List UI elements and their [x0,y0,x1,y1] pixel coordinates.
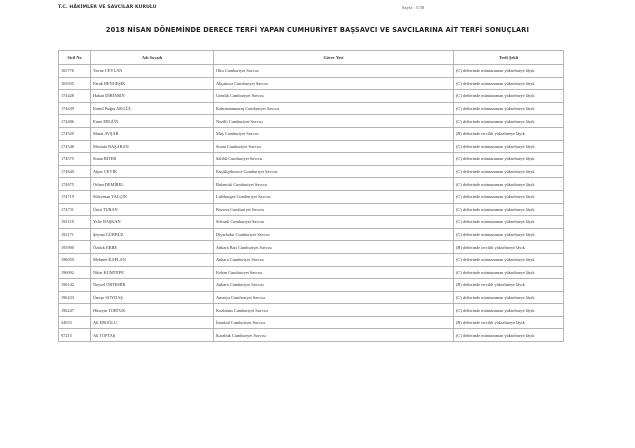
sicil-no-cell: 192171 [59,228,91,241]
table-row [59,153,564,166]
duty-station-cell: İstanbul Cumhuriyet Savcısı [214,316,454,329]
sicil-no-cell: 174428 [59,90,91,103]
column-header-sicil-no: Sicil No [59,51,91,65]
duty-station-cell: Ankara Batı Cumhuriyet Savcısı [214,241,454,254]
promotion-type-cell: (C) defterinde müntazaman yükselmeye lâyık [454,190,564,203]
duty-station-cell: Gemlik Cumhuriyet Savcısı [214,90,454,103]
column-header-terfi-sekli: Terfi Şekli [454,51,564,65]
sicil-no-cell: 196092 [59,266,91,279]
promotion-type-cell: (C) defterinde müntazaman yükselmeye lâyık [454,165,564,178]
sicil-no-cell: 174548 [59,140,91,153]
table-row [59,291,564,304]
duty-station-cell: Oltu Cumhuriyet Savcısı [214,65,454,78]
sicil-no-cell: 174486 [59,115,91,128]
duty-station-cell: Akçakoca Cumhuriyet Savcısı [214,77,454,90]
sicil-no-cell: 196247 [59,304,91,317]
promotion-type-cell: (C) defterinde müntazaman yükselmeye lâyık [454,304,564,317]
name-cell: Mustafa BAŞARAN [91,140,214,153]
promotion-type-cell: (C) defterinde müntazaman yükselmeye lâyık [454,102,564,115]
duty-station-cell: Ankara Cumhuriyet Savcısı [214,279,454,292]
table-row [59,65,564,78]
table-row [59,203,564,216]
promotion-type-cell: (C) defterinde müntazaman yükselmeye lâyık [454,329,564,342]
name-cell: Süleyman YALÇIN [91,190,214,203]
sicil-no-cell: 174520 [59,127,91,140]
sicil-no-cell: 174675 [59,178,91,191]
name-cell: Nihat KUMTEPE [91,266,214,279]
name-cell: Sinan BİTER [91,153,214,166]
sicil-no-cell: 174640 [59,165,91,178]
sicil-no-cell: 165935 [59,77,91,90]
sicil-no-cell: 34053 [59,316,91,329]
table-row [59,102,564,115]
table-header-row [59,51,564,65]
promotion-type-cell: (C) defterinde müntazaman yükselmeye lâyık [454,65,564,78]
duty-station-cell: Kozluhan Cumhuriyet Savcısı [214,304,454,317]
name-cell: Ümit TURAN [91,203,214,216]
duty-station-cell: Soma Cumhuriyet Savcısı [214,140,454,153]
sicil-no-cell: 196233 [59,291,91,304]
promotion-type-cell: (C) defterinde müntazaman yükselmeye lâyık [454,90,564,103]
table-row [59,316,564,329]
table-row [59,115,564,128]
promotion-type-cell: (B) defterinde tercihli yükselmeye lâyık [454,279,564,292]
promotion-type-cell: (C) defterinde müntazaman yükselmeye lâyık [454,153,564,166]
name-cell: Faruk BENGEŞİK [91,77,214,90]
name-cell: Öztürk ERBE [91,241,214,254]
sicil-no-cell: 174575 [59,153,91,166]
table-row [59,165,564,178]
duty-station-cell: Salihli Cumhuriyet Savcısı [214,153,454,166]
promotion-type-cell: (C) defterinde müntazaman yükselmeye lâyık [454,228,564,241]
duty-station-cell: Diyarbakır Cumhuriyet Savcısı [214,228,454,241]
name-cell: Hakan DİRİARIN [91,90,214,103]
duty-station-cell: Bulancak Cumhuriyet Savcısı [214,178,454,191]
promotion-type-cell: (B) defterinde tercihli yükselmeye lâyık [454,127,564,140]
duty-station-cell: Karabük Cumhuriyet Savcısı [214,329,454,342]
name-cell: Yavuz CEYLAN [91,65,214,78]
column-header-adi-soyadi: Adı Soyadı [91,51,214,65]
table-row [59,190,564,203]
promotion-type-cell: (C) defterinde müntazaman yükselmeye lâyık [454,266,564,279]
name-cell: Ümrşe SOYDAŞ [91,291,214,304]
name-cell: Orhan DEMİREL [91,178,214,191]
organization-name: T.C. HÂKİMLER VE SAVCILAR KURULU [58,5,157,10]
duty-station-cell: Küçükçekmece Cumhuriyet Savcısı [214,165,454,178]
duty-station-cell: Keban Cumhuriyet Savcısı [214,266,454,279]
duty-station-cell: Muş Cumhuriyet Savcısı [214,127,454,140]
sicil-no-cell: 174719 [59,190,91,203]
promotion-type-cell: (B) defterinde tercihli yükselmeye lâyık [454,316,564,329]
name-cell: Kamil Buğra AKGÜL [91,102,214,115]
sicil-no-cell: 174731 [59,203,91,216]
duty-station-cell: Silvanlı Cumhuriyet Savcısı [214,216,454,229]
name-cell: Hüseyin TORTUK [91,304,214,317]
duty-station-cell: Bozova Cumhuriyet Savcısı [214,203,454,216]
promotion-type-cell: (C) defterinde müntazaman yükselmeye lâyık [454,77,564,90]
name-cell: Murat AVŞAR [91,127,214,140]
sicil-no-cell: 174439 [59,102,91,115]
document-title: 2018 NİSAN DÖNEMİNDE DERECE TERFİ YAPAN CUMHURİYET BAŞSAVCI VE SAVCILARINA AİT TERFİ SONUÇLARI [105,26,530,34]
duty-station-cell: Nazilli Cumhuriyet Savcısı [214,115,454,128]
name-cell: Yeliz BAŞKAN [91,216,214,229]
table-row [59,241,564,254]
promotion-type-cell: (C) defterinde müntazaman yükselmeye lâyık [454,178,564,191]
name-cell: Şeyma GÜRBÜZ [91,228,214,241]
name-cell: Ali EROĞLU [91,316,214,329]
duty-station-cell: Kahramanmaraş Cumhuriyet Savcısı [214,102,454,115]
table-row [59,216,564,229]
column-header-gorev-yeri: Görev Yeri [214,51,454,65]
sicil-no-cell: 195900 [59,241,91,254]
sicil-no-cell: 97215 [59,329,91,342]
results-table [58,50,564,342]
page-indicator: Sayfa : 5/38 [402,5,425,10]
promotion-type-cell: (C) defterinde müntazaman yükselmeye lâyık [454,115,564,128]
promotion-type-cell: (C) defterinde müntazaman yükselmeye lâyık [454,253,564,266]
sicil-no-cell: 196142 [59,279,91,292]
duty-station-cell: Ankara Cumhuriyet Savcısı [214,253,454,266]
promotion-type-cell: (C) defterinde müntazaman yükselmeye lâyık [454,216,564,229]
table-row [59,178,564,191]
promotion-type-cell: (C) defterinde müntazaman yükselmeye lâyık [454,291,564,304]
sicil-no-cell: 192118 [59,216,91,229]
name-cell: Mehmet KAPLAN [91,253,214,266]
sicil-no-cell: 196050 [59,253,91,266]
name-cell: Alper CEVİK [91,165,214,178]
promotion-type-cell: (C) defterinde müntazaman yükselmeye lâyık [454,140,564,153]
table-row [59,304,564,317]
table-row [59,127,564,140]
table-row [59,279,564,292]
table-row [59,90,564,103]
duty-station-cell: Lüleburgaz Cumhuriyet Savcısı [214,190,454,203]
promotion-type-cell: (C) defterinde müntazaman yükselmeye lâyık [454,203,564,216]
table-row [59,266,564,279]
table-row [59,140,564,153]
table-row [59,228,564,241]
name-cell: Neyzel ÖRTEMİR [91,279,214,292]
duty-station-cell: Amasya Cumhuriyet Savcısı [214,291,454,304]
table-row [59,329,564,342]
promotion-type-cell: (B) defterinde tercihli yükselmeye lâyık [454,241,564,254]
sicil-no-cell: 165776 [59,65,91,78]
table-row [59,253,564,266]
name-cell: Emre ERGÜN [91,115,214,128]
name-cell: Ali TOPTAŞ [91,329,214,342]
table-row [59,77,564,90]
